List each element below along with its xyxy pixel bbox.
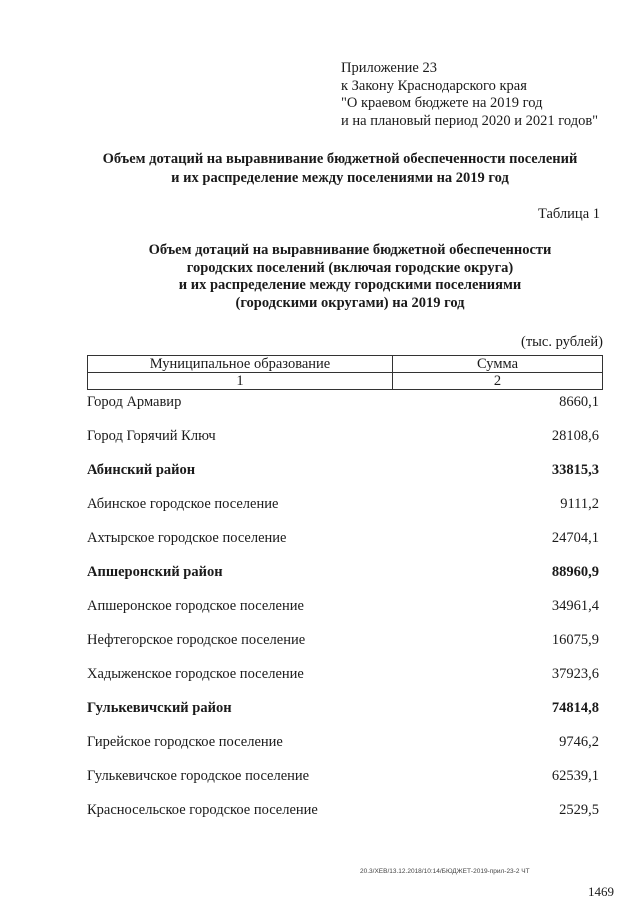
header-row bbox=[88, 356, 603, 373]
table-title-line: и их распределение между городскими поселениями bbox=[178, 277, 522, 293]
table-row bbox=[87, 426, 603, 460]
table-title-line: Объем дотаций на выравнивание бюджетной обеспеченности bbox=[148, 242, 552, 258]
row-name: Гулькевичское городское поселение bbox=[87, 768, 310, 784]
row-sum: 34961,4 bbox=[551, 598, 599, 614]
table-row bbox=[87, 698, 603, 732]
table-title-line: (городскими округами) на 2019 год bbox=[235, 294, 465, 311]
row-sum: 2529,5 bbox=[559, 802, 599, 818]
main-title bbox=[40, 150, 640, 188]
table-row bbox=[87, 562, 603, 596]
table-row bbox=[87, 800, 603, 834]
table-title bbox=[40, 242, 640, 312]
row-sum: 88960,9 bbox=[551, 564, 599, 580]
table-row bbox=[87, 494, 603, 528]
header-municipality: Муниципальное образование bbox=[88, 356, 393, 373]
table-row bbox=[87, 392, 603, 426]
column-number-2: 2 bbox=[393, 373, 603, 390]
page-number: 1469 bbox=[588, 884, 614, 899]
column-number-1: 1 bbox=[88, 373, 393, 390]
row-name: Нефтегорское городское поселение bbox=[87, 632, 306, 648]
row-name: Красносельское городское поселение bbox=[87, 802, 318, 818]
table-row bbox=[87, 528, 603, 562]
header-sum: Сумма bbox=[393, 356, 603, 373]
appendix-header bbox=[341, 60, 598, 130]
row-name: Абинский район bbox=[87, 462, 196, 478]
table-body bbox=[87, 392, 603, 834]
row-name: Апшеронский район bbox=[87, 564, 223, 580]
table-label: Таблица 1 bbox=[537, 206, 600, 222]
table-header bbox=[87, 355, 603, 390]
row-sum: 62539,1 bbox=[551, 768, 599, 784]
row-sum: 16075,9 bbox=[551, 632, 599, 648]
main-title-line: Объем дотаций на выравнивание бюджетной обеспеченности поселений bbox=[102, 151, 578, 167]
table-row bbox=[87, 460, 603, 494]
row-name: Апшеронское городское поселение bbox=[87, 598, 304, 614]
row-sum: 9746,2 bbox=[559, 734, 599, 750]
row-name: Гирейское городское поселение bbox=[87, 734, 283, 750]
row-sum: 33815,3 bbox=[551, 462, 599, 478]
units-label: (тыс. рублей) bbox=[521, 334, 603, 350]
row-sum: 8660,1 bbox=[559, 394, 599, 410]
table-title-line: городских поселений (включая городские округа) bbox=[186, 259, 514, 276]
row-name: Город Армавир bbox=[87, 394, 182, 410]
row-sum: 74814,8 bbox=[551, 700, 599, 716]
document-footer-code: 20.3/ХЕВ/13.12.2018/10:14/БЮДЖЕТ-2019-прил-23-2 ЧТ bbox=[360, 868, 530, 875]
table-row bbox=[87, 664, 603, 698]
row-sum: 24704,1 bbox=[551, 530, 599, 546]
row-name: Город Горячий Ключ bbox=[87, 428, 216, 444]
row-name: Гулькевичский район bbox=[87, 700, 232, 716]
main-title-line: и их распределение между поселениями на 2019 год bbox=[171, 170, 509, 186]
column-number-row bbox=[88, 373, 603, 390]
row-sum: 28108,6 bbox=[551, 428, 599, 444]
row-sum: 9111,2 bbox=[560, 496, 599, 512]
table-row bbox=[87, 732, 603, 766]
row-sum: 37923,6 bbox=[551, 666, 599, 682]
appendix-line: и на плановый период 2020 и 2021 годов" bbox=[341, 112, 599, 129]
appendix-line: "О краевом бюджете на 2019 год bbox=[341, 95, 543, 111]
table-row bbox=[87, 596, 603, 630]
row-name: Хадыженское городское поселение bbox=[87, 666, 304, 682]
appendix-line: Приложение 23 bbox=[341, 60, 437, 76]
row-name: Ахтырское городское поселение bbox=[87, 530, 287, 546]
table-row bbox=[87, 766, 603, 800]
appendix-line: к Закону Краснодарского края bbox=[341, 77, 527, 94]
row-name: Абинское городское поселение bbox=[87, 496, 279, 512]
table-row bbox=[87, 630, 603, 664]
